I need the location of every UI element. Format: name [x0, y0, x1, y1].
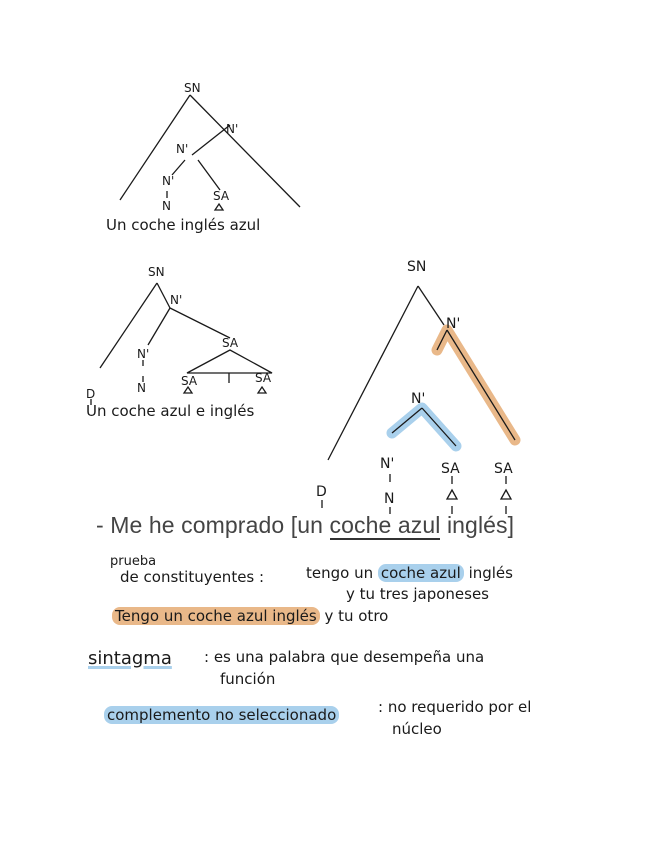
example-prefix: - Me he comprado [un	[96, 512, 330, 538]
prueba-text-end: inglés	[463, 564, 513, 582]
tree2-triangle-right	[258, 387, 266, 393]
tree3-sa-left-label: SA	[441, 461, 460, 477]
tree1-nbar-low-label: N'	[162, 174, 175, 188]
tree3-nbar-top-label: N'	[446, 316, 461, 332]
tree1-phrase: Un coche inglés azul	[106, 216, 261, 234]
prueba-example	[306, 564, 513, 582]
tree2-nbar-low-label: N'	[137, 347, 150, 361]
tree3-blue-highlight	[392, 408, 456, 446]
orange-example	[112, 607, 388, 625]
tree2-nbar-top-label: N'	[170, 293, 183, 307]
tree3-sa-right-label: SA	[494, 461, 513, 477]
tree3-right-branch	[418, 286, 444, 325]
example-underlined: coche azul	[329, 512, 441, 538]
orange-rest: y tu otro	[319, 607, 389, 625]
tree3-orange-highlight	[437, 330, 515, 440]
tree1-right-branch	[190, 95, 300, 207]
tree1-n-label: N	[162, 199, 171, 213]
tree3-branch-to-sa-right	[447, 330, 515, 440]
complemento-term: complemento no seleccionado	[104, 706, 339, 724]
prueba-highlight: coche azul	[378, 564, 464, 582]
tree3-triangle-left	[447, 490, 457, 499]
tree3-root-label: SN	[407, 259, 427, 275]
tree2-right-branch	[157, 283, 170, 308]
tree3-branch-to-nbar-low	[392, 408, 422, 433]
tree2-sa-left-label: SA	[181, 374, 198, 388]
tree3-triangle-right	[501, 490, 511, 499]
complemento-term-wrap	[104, 706, 339, 724]
prueba-text-start: tengo un	[306, 564, 378, 582]
complemento-definition-line1: : no requerido por el	[378, 698, 532, 716]
tree3-nbar-low-label: N'	[380, 456, 395, 472]
prueba-label-line1: prueba	[110, 554, 157, 569]
complemento-definition-line2: núcleo	[392, 720, 442, 738]
example-suffix: inglés]	[440, 512, 515, 538]
example-sentence	[96, 512, 514, 539]
tree3-d-label: D	[316, 484, 327, 500]
tree3-n-label: N	[384, 491, 395, 507]
tree2-n-label: N	[137, 381, 146, 395]
tree3-branch-to-sa-left	[422, 408, 456, 446]
tree-1	[120, 95, 300, 210]
sintagma-definition-line2: función	[220, 670, 276, 688]
prueba-example-line2: y tu tres japoneses	[346, 585, 489, 603]
tree2-sa-right-label: SA	[255, 371, 272, 385]
tree3-left-branch	[328, 286, 418, 460]
tree1-branch-to-sa	[198, 160, 220, 190]
tree1-sa-label: SA	[213, 189, 230, 203]
tree2-d-label: D	[86, 387, 96, 401]
tree2-branch-to-sa	[170, 308, 230, 338]
tree2-root-label: SN	[148, 265, 165, 279]
orange-highlight: Tengo un coche azul inglés	[112, 607, 320, 625]
sintagma-definition-line1: : es una palabra que desempeña una	[204, 648, 485, 666]
tree1-root-label: SN	[184, 81, 201, 95]
tree1-nbar-top-label: N'	[226, 122, 239, 136]
tree2-sa-label: SA	[222, 336, 239, 350]
tree3-nbar-mid-label: N'	[411, 391, 426, 407]
tree1-branch-to-nbar-mid	[192, 125, 230, 155]
sintagma-term: sintagma	[88, 648, 172, 669]
tree1-nbar-mid-label: N'	[176, 142, 189, 156]
tree2-coordination-triangle	[187, 350, 272, 373]
tree1-triangle	[215, 204, 223, 210]
tree2-phrase: Un coche azul e inglés	[86, 402, 255, 420]
tree1-branch-to-nbar-low	[172, 160, 185, 175]
prueba-label-line2: de constituyentes :	[120, 568, 265, 586]
tree2-branch-to-nbar-low	[148, 308, 170, 345]
